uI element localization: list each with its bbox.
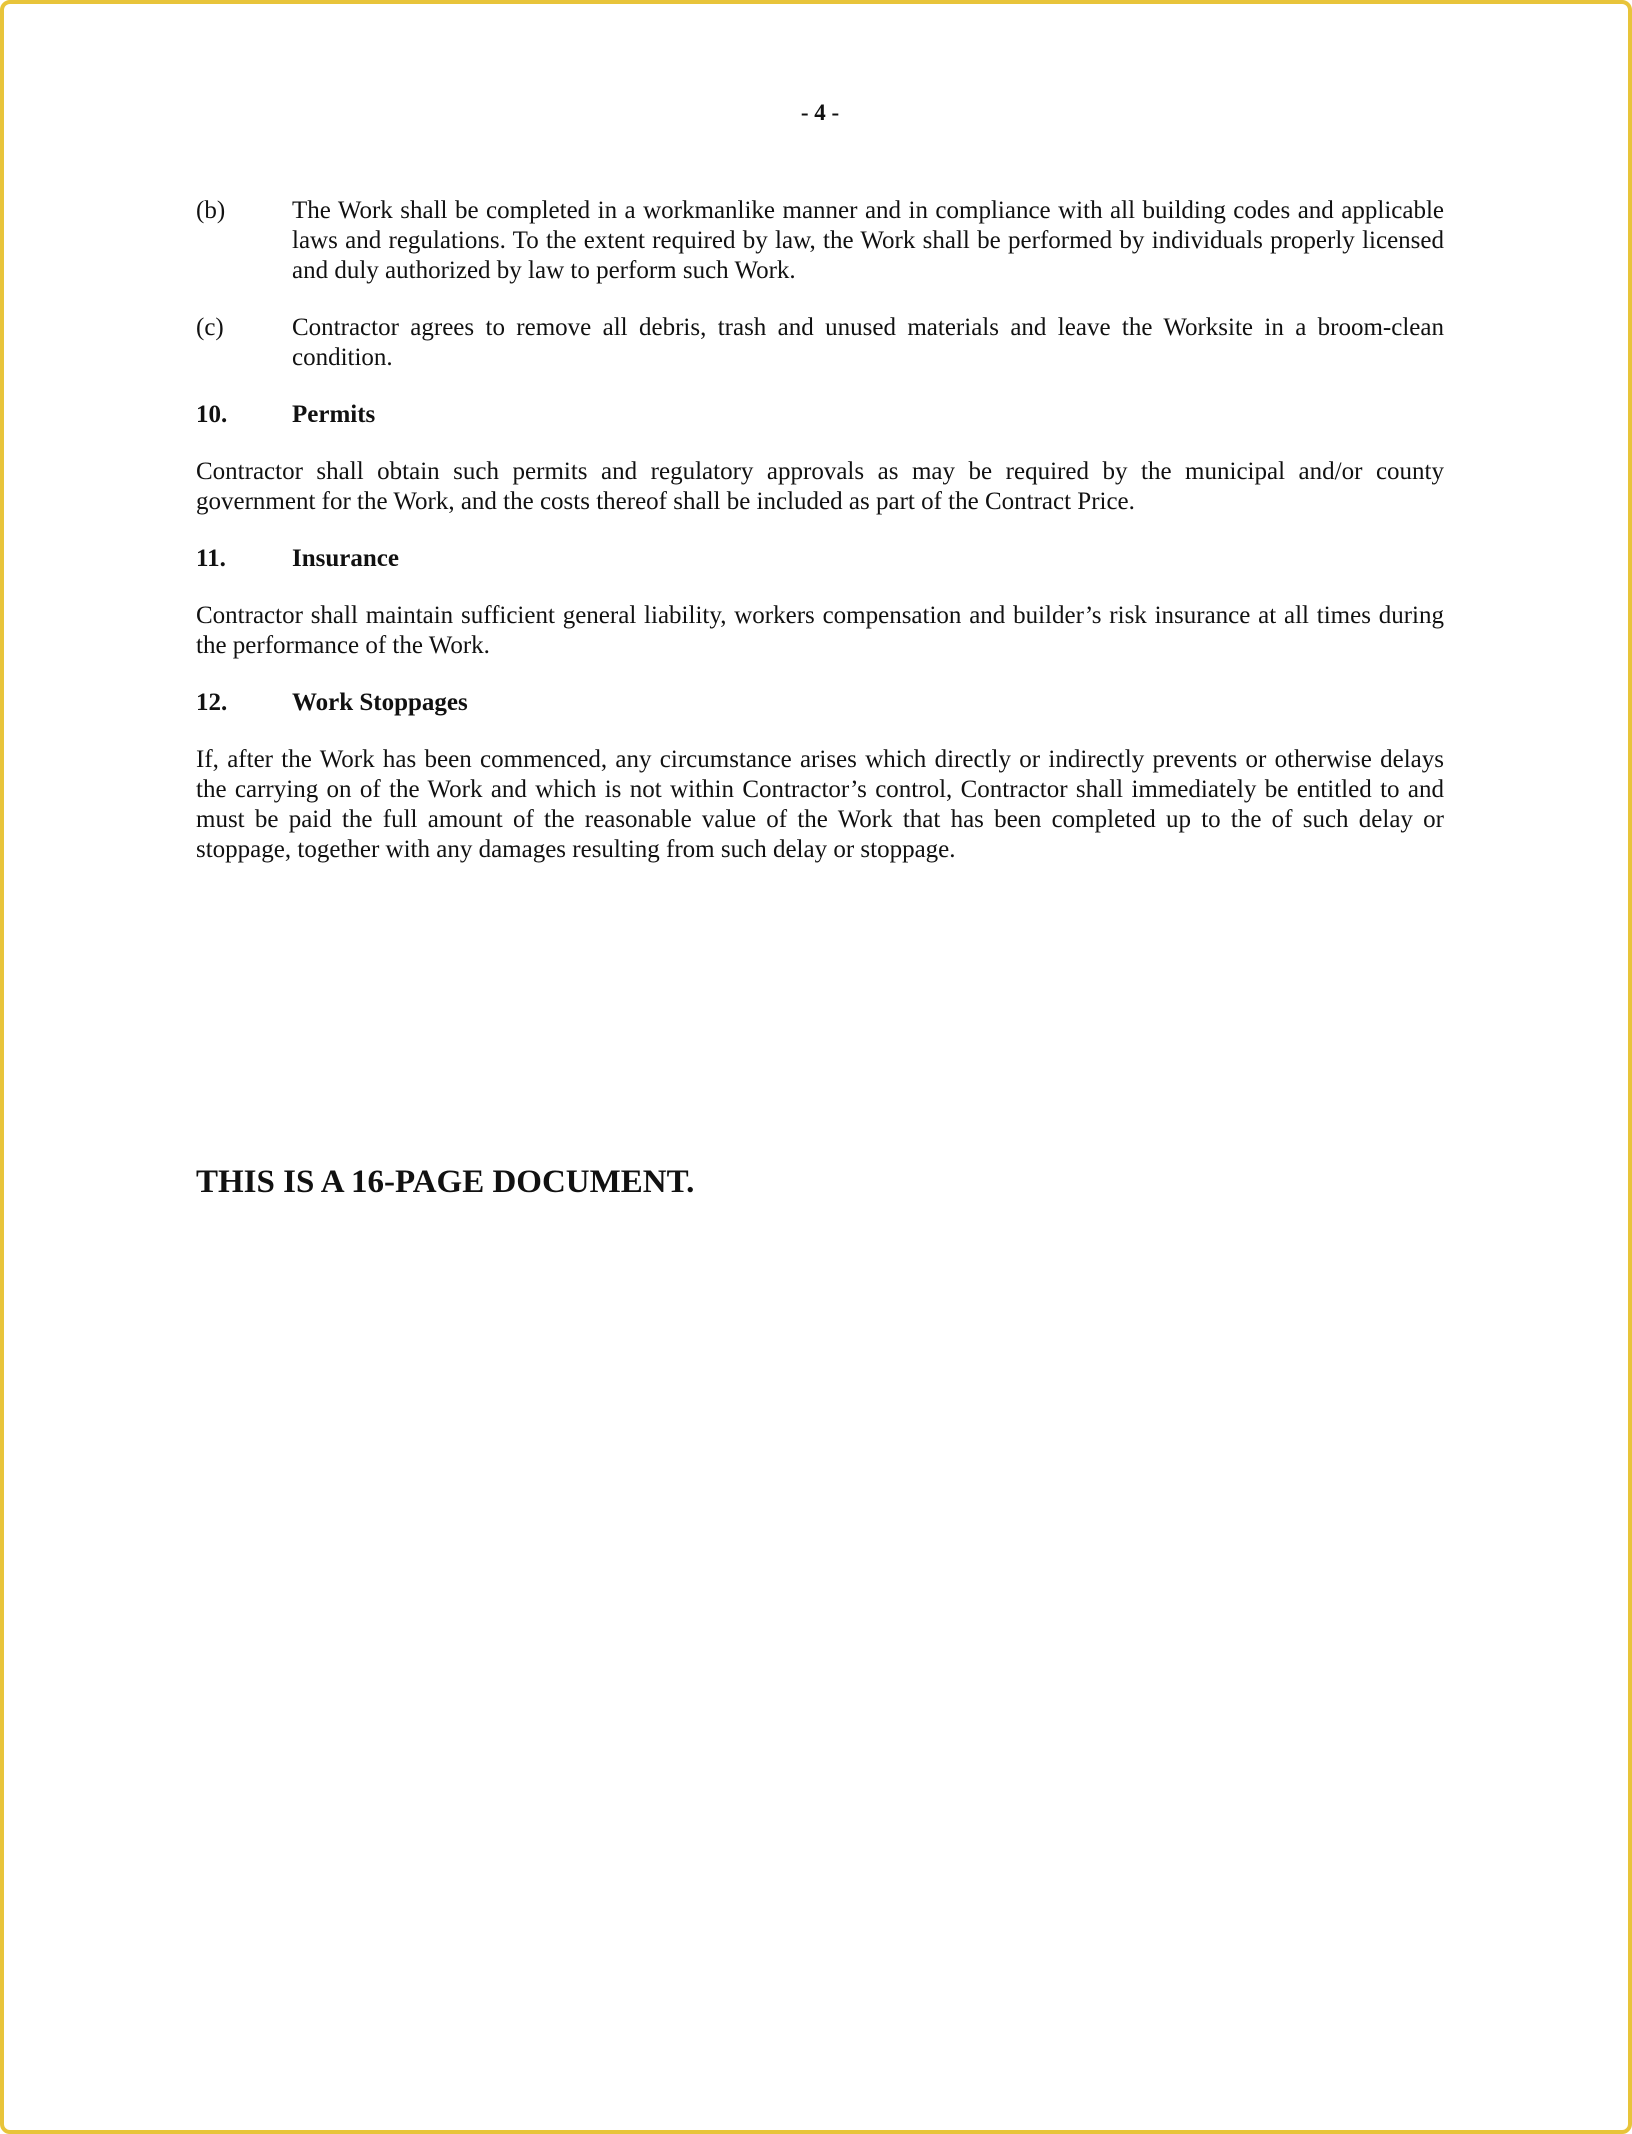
list-item-label: (b) xyxy=(196,197,226,224)
section-heading-work-stoppages xyxy=(196,688,1444,718)
page-number: - 4 - xyxy=(800,100,840,125)
section-body-work-stoppages: If, after the Work has been commenced, any circumstance arises which directly or indirectly prevents or otherwise delays the carrying on of the Work and which is not within Contractor’s control, Contractor shall immediately be entitled to and must be paid the full amount of the reasonable value of the Work that has been completed up to the of such delay or stoppage, together with any damages resulting from such delay or stoppage. xyxy=(196,746,1444,863)
list-item-text: Contractor agrees to remove all debris, trash and unused materials and leave the Worksite in a broom-clean condition. xyxy=(292,314,1444,371)
section-number: 12. xyxy=(196,689,228,716)
list-item-text: The Work shall be completed in a workmanlike manner and in compliance with all building codes and applicable laws and regulations. To the extent required by law, the Work shall be performed by individuals properly licensed and duly authorized by law to perform such Work. xyxy=(292,197,1444,284)
list-item-label: (c) xyxy=(196,314,224,341)
section-title: Permits xyxy=(292,401,376,428)
list-item-c xyxy=(196,313,1444,373)
section-heading-insurance xyxy=(196,544,1444,574)
section-number: 10. xyxy=(196,401,228,428)
page-count-notice: THIS IS A 16-PAGE DOCUMENT. xyxy=(196,1164,695,1200)
section-title: Insurance xyxy=(292,545,399,572)
section-title: Work Stoppages xyxy=(292,689,468,716)
section-number: 11. xyxy=(196,545,226,572)
section-heading-permits xyxy=(196,400,1444,430)
section-body-insurance: Contractor shall maintain sufficient general liability, workers compensation and builder’s risk insurance at all times during the performance of the Work. xyxy=(196,602,1444,659)
document-body xyxy=(196,196,1444,892)
list-item-b xyxy=(196,196,1444,286)
section-body-permits: Contractor shall obtain such permits and regulatory approvals as may be required by the municipal and/or county government for the Work, and the costs thereof shall be included as part of the Contract Price. xyxy=(196,458,1444,515)
